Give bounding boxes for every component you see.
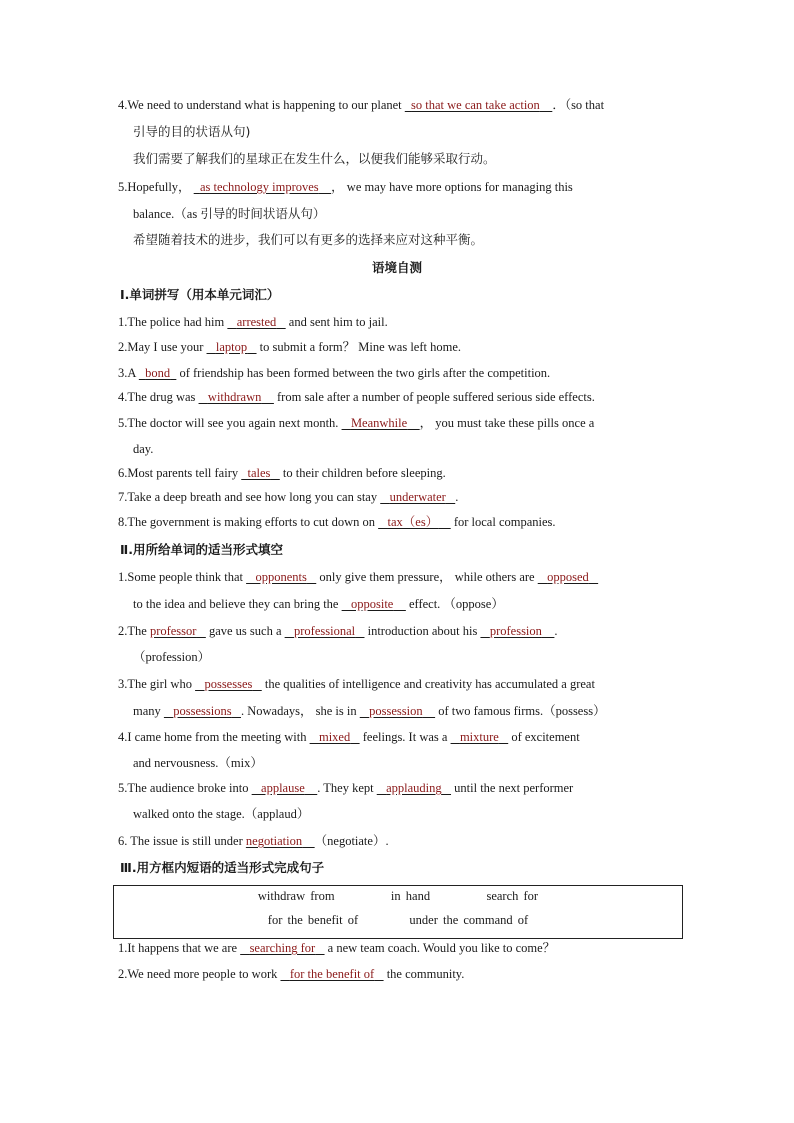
answer-blank: possessions — [173, 704, 232, 718]
answer-blank: laptop — [215, 340, 248, 354]
p2-q6: 6. The issue is still under negotiation （negotiate）. — [118, 834, 389, 848]
part3-title: Ⅲ.用方框内短语的适当形式完成句子 — [120, 860, 325, 875]
answer-blank: underwater — [389, 490, 446, 504]
sentence-5-translation: 希望随着技术的进步，我们可以有更多的选择来应对这种平衡。 — [133, 232, 484, 247]
answer-blank: bond — [145, 366, 171, 380]
answer-blank: arrested — [236, 315, 277, 329]
part2-title: Ⅱ.用所给单词的适当形式填空 — [120, 542, 283, 557]
answer-blank: opposed — [547, 570, 589, 584]
p1-q5: 5.The doctor will see you again next month. Meanwhile ， you must take these pills once a — [118, 416, 595, 430]
p1-q7: 7.Take a deep breath and see how long you can stay underwater . — [118, 490, 459, 504]
answer-blank: tax（es） — [387, 515, 439, 529]
phrase-box — [113, 885, 683, 939]
phrase: withdraw from — [257, 889, 335, 903]
sentence-4-translation: 我们需要了解我们的星球正在发生什么，以便我们能够采取行动。 — [133, 151, 496, 166]
p2-q4: 4.I came home from the meeting with mixed feelings. It was a mixture of excitement — [118, 730, 580, 744]
p1-q6: 6.Most parents tell fairy tales to their children before sleeping. — [118, 466, 446, 480]
phrase: for the benefit of — [267, 913, 359, 927]
p1-q8: 8.The government is making efforts to cut down on tax（es） for local companies. — [118, 515, 556, 529]
sentence-text: 5.Hopefully， — [118, 180, 194, 194]
p3-q2: 2.We need more people to work for the benefit of the community. — [118, 967, 465, 981]
p2-q3-line2: many possessions . Nowadays， she is in possession of two famous firms.（possess） — [133, 704, 606, 718]
p2-q4-line2: and nervousness.（mix） — [133, 756, 263, 770]
part1-title: Ⅰ.单词拼写（用本单元词汇） — [120, 287, 280, 302]
answer-blank: applause — [261, 781, 305, 795]
sentence-4 — [118, 97, 604, 113]
p2-q5: 5.The audience broke into applause . They kept applauding until the next performer — [118, 781, 574, 795]
phrase: under the command of — [409, 913, 529, 927]
answer-blank: mixed — [318, 730, 351, 744]
answer-blank: negotiation — [245, 834, 303, 848]
answer-blank: professional — [294, 624, 356, 638]
sentence-text: ．（so that — [552, 98, 605, 112]
sentence-5 — [118, 179, 573, 195]
phrase: in hand — [390, 889, 431, 903]
answer-blank: Meanwhile — [350, 416, 408, 430]
p1-q3: 3.A bond of friendship has been formed between the two girls after the competition. — [118, 366, 551, 380]
answer-blank: as technology improves — [199, 180, 319, 194]
phrase: search for — [486, 889, 539, 903]
answer-blank: professor — [149, 624, 197, 638]
p1-q1: 1.The police had him arrested and sent him to jail. — [118, 315, 388, 329]
p1-q4: 4.The drug was withdrawn from sale after a number of people suffered serious side effects. — [118, 390, 595, 404]
answer-blank: possesses — [204, 677, 253, 691]
p1-q2: 2.May I use your laptop to submit a form？ Mine was left home. — [118, 340, 462, 354]
sentence-text: 4.We need to understand what is happening to our planet — [118, 98, 405, 112]
p3-q1: 1.It happens that we are searching for a new team coach. Would you like to come？ — [118, 941, 556, 955]
p2-q2: 2.The professor gave us such a professional introduction about his profession . — [118, 624, 558, 638]
answer-blank: so that we can take action — [411, 98, 540, 112]
p2-q2-line2: （profession） — [133, 650, 211, 664]
phrase-box-row-2 — [114, 913, 682, 928]
p2-q3: 3.The girl who possesses the qualities of intelligence and creativity has accumulated a great — [118, 677, 595, 691]
sentence-4-line2: 引导的目的状语从句) — [133, 124, 251, 139]
sentence-5-line2: balance.（as 引导的时间状语从句） — [133, 207, 326, 221]
answer-blank: applauding — [386, 781, 442, 795]
answer-blank: tales — [247, 466, 271, 480]
p2-q5-line2: walked onto the stage.（applaud） — [133, 807, 310, 821]
answer-blank: withdrawn — [207, 390, 262, 404]
answer-blank: searching for — [249, 941, 316, 955]
answer-blank: possession — [369, 704, 423, 718]
sentence-text: ， we may have more options for managing this — [331, 180, 573, 194]
p2-q1: 1.Some people think that opponents only give them pressure， while others are opposed — [118, 569, 598, 585]
p1-q5-line2: day. — [133, 442, 154, 456]
answer-blank: profession — [489, 624, 542, 638]
section-title: 语境自测 — [371, 260, 422, 275]
answer-blank: opposite — [350, 597, 394, 611]
p2-q1-line2: to the idea and believe they can bring the opposite effect. （oppose） — [133, 597, 504, 611]
answer-blank: for the benefit of — [289, 967, 375, 981]
phrase-box-row-1 — [114, 889, 682, 904]
answer-blank: mixture — [459, 730, 499, 744]
answer-blank: opponents — [255, 570, 307, 584]
